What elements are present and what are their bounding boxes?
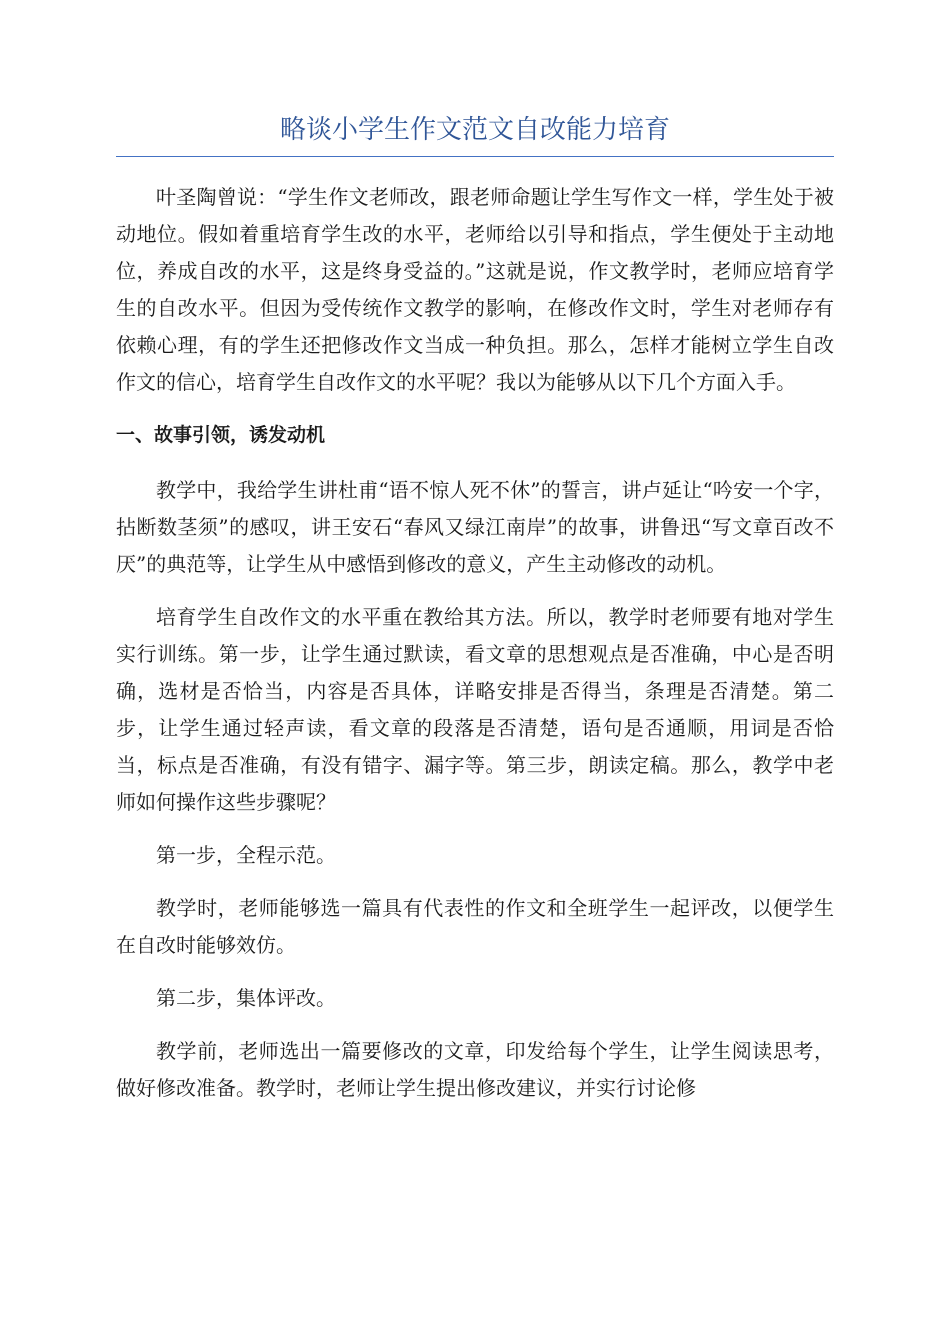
intro-paragraph: 叶圣陶曾说：“学生作文老师改，跟老师命题让学生写作文一样，学生处于被动地位。假如着重培育学生改的水平，老师给以引导和指点，学生便处于主动地位，养成自改的水平，这是终身受益的。”这就是说，作文教学时，老师应培育学生的自改水平。但因为受传统作文教学的影响，在修改作文时，学生对老师存有依赖心理，有的学生还把修改作文当成一种负担。那么，怎样才能树立学生自改作文的信心，培育学生自改作文的水平呢？我以为能够从以下几个方面入手。 [116, 185, 834, 394]
step-label: 第二步，集体评改。 [156, 986, 336, 1010]
body-paragraph: 培育学生自改作文的水平重在教给其方法。所以，教学时老师要有地对学生实行训练。第一步，让学生通过默读，看文章的思想观点是否准确，中心是否明确，选材是否恰当，内容是否具体，详略安排是否得当，条理是否清楚。第二步，让学生通过轻声读，看文章的段落是否清楚，语句是否通顺，用词是否恰当，标点是否准确，有没有错字、漏字等。第三步，朗读定稿。那么，教学中老师如何操作这些步骤呢？ [116, 605, 834, 814]
title-underline [116, 156, 834, 157]
body-paragraph: 教学时，老师能够选一篇具有代表性的作文和全班学生一起评改，以便学生在自改时能够效仿。 [116, 896, 834, 957]
document-title: 略谈小学生作文范文自改能力培育 [279, 115, 670, 145]
body-paragraph: 教学中，我给学生讲杜甫“语不惊人死不休”的誓言，讲卢延让“吟安一个字，拈断数茎须”的感叹，讲王安石“春风又绿江南岸”的故事，讲鲁迅“写文章百改不厌”的典范等，让学生从中感悟到修改的意义，产生主动修改的动机。 [116, 478, 834, 576]
step-label: 第一步，全程示范。 [156, 843, 336, 867]
body-paragraph: 教学前，老师选出一篇要修改的文章，印发给每个学生，让学生阅读思考，做好修改准备。教学时，老师让学生提出修改建议，并实行讨论修 [116, 1039, 834, 1100]
document-page [116, 110, 834, 1123]
section-heading: 一、故事引领，诱发动机 [116, 424, 326, 446]
